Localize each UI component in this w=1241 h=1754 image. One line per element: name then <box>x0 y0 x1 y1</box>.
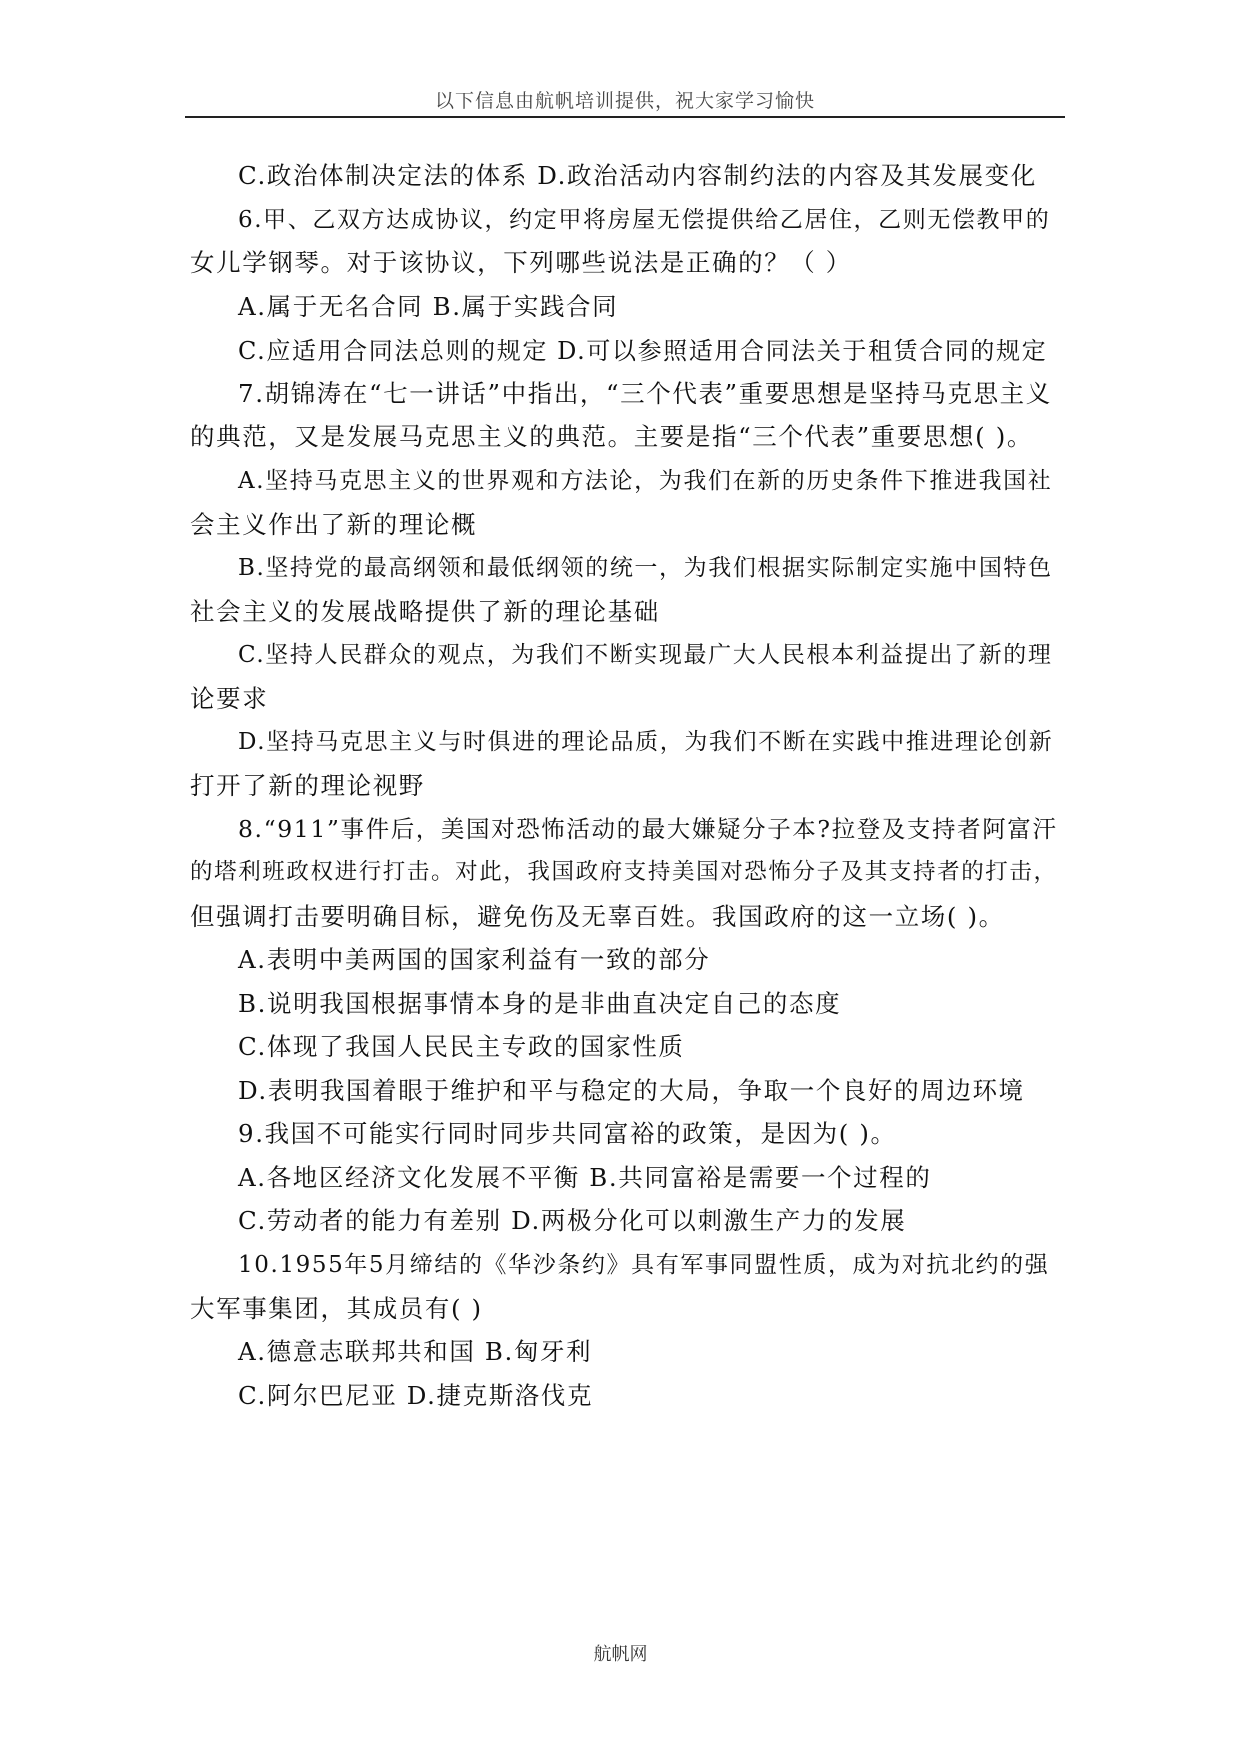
text-line: A.属于无名合同 B.属于实践合同 <box>238 292 619 321</box>
text-line: D.表明我国着眼于维护和平与稳定的大局，争取一个良好的周边环境 <box>238 1076 1025 1105</box>
text-line: 论要求 <box>190 684 269 713</box>
header-divider <box>185 116 1065 118</box>
text-line: C.应适用合同法总则的规定 D.可以参照适用合同法关于租赁合同的规定 <box>238 337 1048 365</box>
text-line: B.坚持党的最高纲领和最低纲领的统一，为我们根据实际制定实施中国特色 <box>238 555 1053 581</box>
text-line: C.政治体制决定法的体系 D.政治活动内容制约法的内容及其发展变化 <box>238 161 1037 190</box>
text-line: 女儿学钢琴。对于该协议，下列哪些说法是正确的？（ ） <box>190 248 852 277</box>
text-line: 打开了新的理论视野 <box>190 771 425 800</box>
text-line: 7.胡锦涛在“七一讲话”中指出，“三个代表”重要思想是坚持马克思主义 <box>238 379 1052 408</box>
text-line: 社会主义的发展战略提供了新的理论基础 <box>190 597 660 626</box>
text-line: C.体现了我国人民民主专政的国家性质 <box>238 1032 685 1061</box>
text-line: D.坚持马克思主义与时俱进的理论品质，为我们不断在实践中推进理论创新 <box>238 729 1054 755</box>
text-line: 的典范，又是发展马克思主义的典范。主要是指“三个代表”重要思想( )。 <box>190 422 1033 451</box>
text-line: C.劳动者的能力有差别 D.两极分化可以刺激生产力的发展 <box>238 1206 907 1235</box>
text-line: 但强调打击要明确目标，避免伤及无辜百姓。我国政府的这一立场( )。 <box>190 902 1005 931</box>
text-line: B.说明我国根据事情本身的是非曲直决定自己的态度 <box>238 989 842 1018</box>
text-line: 的塔利班政权进行打击。对此，我国政府支持美国对恐怖分子及其支持者的打击， <box>190 859 1058 885</box>
text-line: A.德意志联邦共和国 B.匈牙利 <box>238 1337 593 1366</box>
text-line: 9.我国不可能实行同时同步共同富裕的政策，是因为( )。 <box>238 1119 897 1148</box>
text-line: 大军事集团，其成员有( ) <box>190 1294 483 1323</box>
text-line: A.坚持马克思主义的世界观和方法论，为我们在新的历史条件下推进我国社 <box>238 468 1053 494</box>
text-line: 6.甲、乙双方达成协议，约定甲将房屋无偿提供给乙居住，乙则无偿教甲的 <box>238 207 1051 233</box>
text-line: A.表明中美两国的国家利益有一致的部分 <box>238 945 711 974</box>
text-line: C.阿尔巴尼亚 D.捷克斯洛伐克 <box>238 1381 594 1410</box>
text-line: A.各地区经济文化发展不平衡 B.共同富裕是需要一个过程的 <box>238 1163 932 1192</box>
text-line: 会主义作出了新的理论概 <box>190 510 478 539</box>
page-footer: 航帆网 <box>593 1644 648 1665</box>
text-line: C.坚持人民群众的观点，为我们不断实现最广大人民根本利益提出了新的理 <box>238 642 1053 668</box>
text-line: 8.“911”事件后，美国对恐怖活动的最大嫌疑分子本?拉登及支持者阿富汗 <box>238 815 1058 843</box>
text-line: 10.1955年5月缔结的《华沙条约》具有军事同盟性质，成为对抗北约的强 <box>238 1252 1050 1278</box>
page-header: 以下信息由航帆培训提供，祝大家学习愉快 <box>434 90 815 112</box>
